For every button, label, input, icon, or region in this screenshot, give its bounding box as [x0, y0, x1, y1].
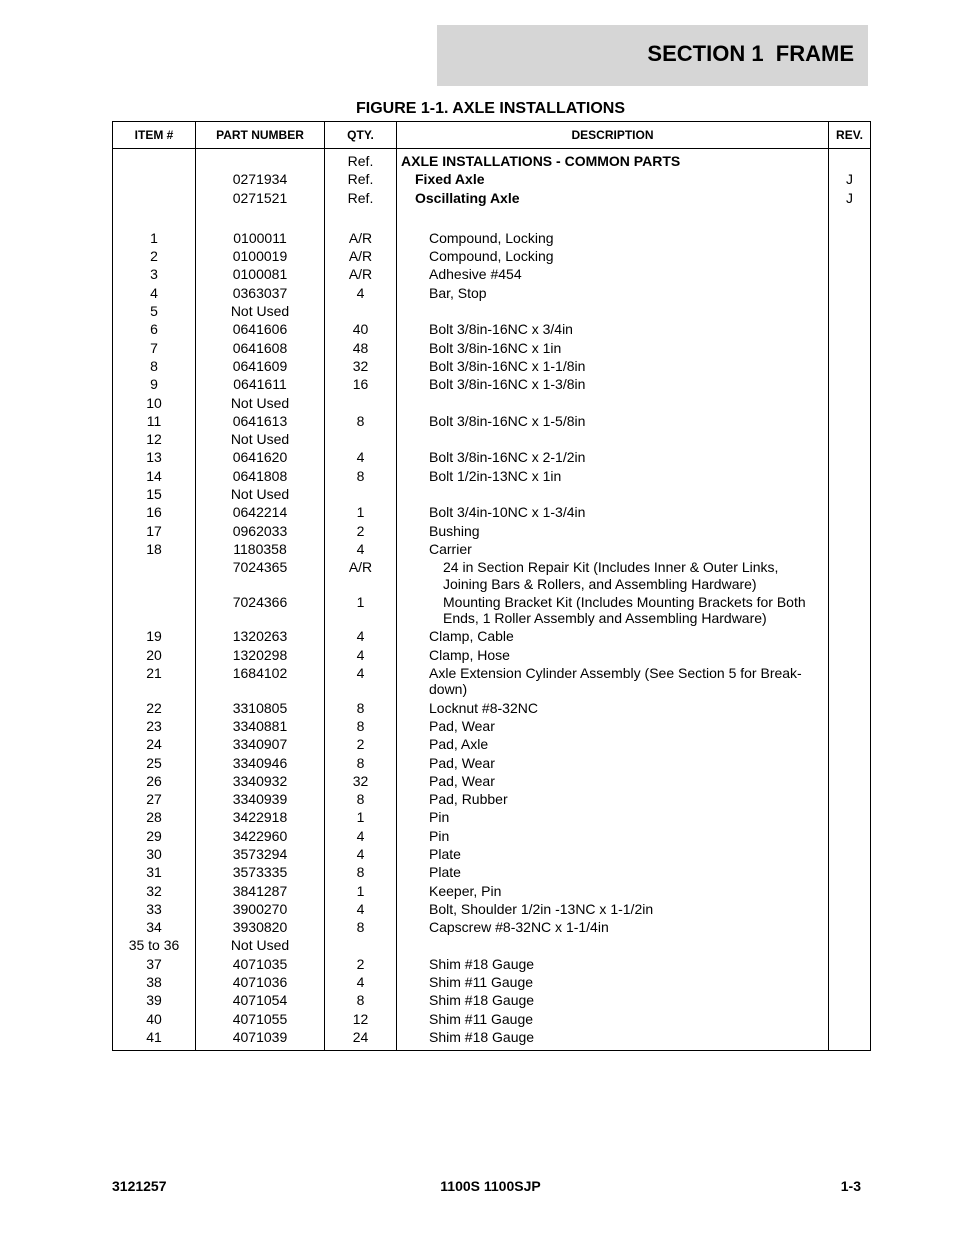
- quantity-cell: 4: [325, 845, 397, 863]
- revision-cell: [829, 627, 871, 645]
- quantity-cell: 8: [325, 991, 397, 1009]
- part-number-cell: Not Used: [196, 302, 325, 320]
- revision-cell: J: [829, 189, 871, 207]
- table-row: [113, 540, 871, 558]
- part-number-cell: 4071035: [196, 955, 325, 973]
- revision-cell: [829, 863, 871, 881]
- quantity-cell: 8: [325, 863, 397, 881]
- description-cell: Bolt 3/8in-16NC x 1-1/8in: [397, 357, 829, 375]
- revision-cell: [829, 265, 871, 283]
- quantity-cell: 4: [325, 664, 397, 699]
- revision-cell: [829, 448, 871, 466]
- quantity-cell: 1: [325, 808, 397, 826]
- table-row: [113, 467, 871, 485]
- quantity-cell: 4: [325, 627, 397, 645]
- table-spacer-row: [113, 207, 871, 229]
- part-number-cell: 4071036: [196, 973, 325, 991]
- revision-cell: [829, 558, 871, 593]
- part-number-cell: 7024366: [196, 593, 325, 628]
- description-cell: Pad, Axle: [397, 735, 829, 753]
- quantity-cell: [325, 207, 397, 229]
- part-number-cell: 0641609: [196, 357, 325, 375]
- item-number-cell: 8: [113, 357, 196, 375]
- quantity-cell: 1: [325, 882, 397, 900]
- item-number-cell: 18: [113, 540, 196, 558]
- quantity-cell: A/R: [325, 247, 397, 265]
- description-cell: Carrier: [397, 540, 829, 558]
- revision-cell: [829, 149, 871, 171]
- table-row: [113, 664, 871, 699]
- description-cell: Bushing: [397, 522, 829, 540]
- revision-cell: [829, 593, 871, 628]
- item-number-cell: 21: [113, 664, 196, 699]
- quantity-cell: 8: [325, 412, 397, 430]
- revision-cell: [829, 1028, 871, 1051]
- part-number-cell: 0271521: [196, 189, 325, 207]
- table-row: [113, 1010, 871, 1028]
- item-number-cell: [113, 593, 196, 628]
- description-cell: [397, 430, 829, 448]
- part-number-cell: Not Used: [196, 936, 325, 954]
- item-number-cell: 41: [113, 1028, 196, 1051]
- table-row: [113, 827, 871, 845]
- revision-cell: J: [829, 170, 871, 188]
- revision-cell: [829, 1010, 871, 1028]
- item-number-cell: 33: [113, 900, 196, 918]
- item-number-cell: 26: [113, 772, 196, 790]
- section-header-band: [437, 25, 868, 86]
- revision-cell: [829, 882, 871, 900]
- item-number-cell: 39: [113, 991, 196, 1009]
- part-number-cell: 3422960: [196, 827, 325, 845]
- part-number-cell: 0641620: [196, 448, 325, 466]
- figure-title: FIGURE 1-1. AXLE INSTALLATIONS: [355, 100, 626, 117]
- table-row: [113, 229, 871, 247]
- quantity-cell: [325, 936, 397, 954]
- revision-cell: [829, 302, 871, 320]
- quantity-cell: 48: [325, 339, 397, 357]
- description-cell: [397, 302, 829, 320]
- part-number-cell: 0641606: [196, 320, 325, 338]
- description-cell: Locknut #8-32NC: [397, 699, 829, 717]
- quantity-cell: 32: [325, 357, 397, 375]
- item-number-cell: 2: [113, 247, 196, 265]
- table-row: [113, 375, 871, 393]
- revision-cell: [829, 955, 871, 973]
- quantity-cell: 4: [325, 646, 397, 664]
- part-number-cell: 0100081: [196, 265, 325, 283]
- revision-cell: [829, 845, 871, 863]
- revision-cell: [829, 320, 871, 338]
- table-row: [113, 845, 871, 863]
- description-cell: Shim #18 Gauge: [397, 1028, 829, 1051]
- item-number-cell: 10: [113, 394, 196, 412]
- part-number-cell: 0641611: [196, 375, 325, 393]
- part-number-cell: 3340946: [196, 754, 325, 772]
- item-number-cell: 25: [113, 754, 196, 772]
- revision-cell: [829, 991, 871, 1009]
- revision-cell: [829, 339, 871, 357]
- table-row: [113, 646, 871, 664]
- item-number-cell: 3: [113, 265, 196, 283]
- part-number-cell: 0363037: [196, 284, 325, 302]
- item-number-cell: 5: [113, 302, 196, 320]
- quantity-cell: A/R: [325, 558, 397, 593]
- item-number-cell: 37: [113, 955, 196, 973]
- description-cell: Shim #18 Gauge: [397, 955, 829, 973]
- part-number-cell: 1320263: [196, 627, 325, 645]
- parts-table-body: [113, 149, 871, 1051]
- table-row: [113, 503, 871, 521]
- description-cell: Pad, Wear: [397, 772, 829, 790]
- description-cell: [397, 394, 829, 412]
- revision-cell: [829, 394, 871, 412]
- part-number-cell: 3573294: [196, 845, 325, 863]
- part-number-cell: [196, 149, 325, 171]
- table-row: [113, 790, 871, 808]
- table-row: [113, 189, 871, 207]
- description-cell: Pin: [397, 827, 829, 845]
- parts-table: [112, 121, 871, 1051]
- revision-cell: [829, 646, 871, 664]
- description-cell: [397, 207, 829, 229]
- item-number-cell: 28: [113, 808, 196, 826]
- table-header-row: [113, 122, 871, 149]
- revision-cell: [829, 540, 871, 558]
- quantity-cell: 8: [325, 467, 397, 485]
- table-row: [113, 754, 871, 772]
- part-number-cell: 0641608: [196, 339, 325, 357]
- table-row: [113, 430, 871, 448]
- quantity-cell: 2: [325, 522, 397, 540]
- part-number-cell: 1684102: [196, 664, 325, 699]
- part-number-cell: 0271934: [196, 170, 325, 188]
- item-number-cell: 23: [113, 717, 196, 735]
- item-number-cell: 15: [113, 485, 196, 503]
- part-number-cell: 4071054: [196, 991, 325, 1009]
- part-number-cell: Not Used: [196, 430, 325, 448]
- description-cell: Adhesive #454: [397, 265, 829, 283]
- quantity-cell: 4: [325, 900, 397, 918]
- part-number-cell: Not Used: [196, 485, 325, 503]
- revision-cell: [829, 247, 871, 265]
- part-number-cell: Not Used: [196, 394, 325, 412]
- part-number-cell: 4071055: [196, 1010, 325, 1028]
- revision-cell: [829, 284, 871, 302]
- description-cell: Plate: [397, 845, 829, 863]
- column-header-description: DESCRIPTION: [397, 122, 829, 149]
- item-number-cell: 38: [113, 973, 196, 991]
- description-cell: Bolt 3/4in-10NC x 1-3/4in: [397, 503, 829, 521]
- quantity-cell: 12: [325, 1010, 397, 1028]
- revision-cell: [829, 973, 871, 991]
- table-row: [113, 302, 871, 320]
- part-number-cell: [196, 207, 325, 229]
- description-cell: AXLE INSTALLATIONS - COMMON PARTS: [397, 149, 829, 171]
- item-number-cell: 27: [113, 790, 196, 808]
- description-cell: Capscrew #8-32NC x 1-1/4in: [397, 918, 829, 936]
- table-row: [113, 627, 871, 645]
- quantity-cell: Ref.: [325, 149, 397, 171]
- table-row: [113, 717, 871, 735]
- revision-cell: [829, 827, 871, 845]
- revision-cell: [829, 503, 871, 521]
- table-row: [113, 936, 871, 954]
- item-number-cell: 16: [113, 503, 196, 521]
- column-header-part-number: PART NUMBER: [196, 122, 325, 149]
- quantity-cell: Ref.: [325, 189, 397, 207]
- description-cell: Pad, Wear: [397, 754, 829, 772]
- quantity-cell: 8: [325, 717, 397, 735]
- item-number-cell: 30: [113, 845, 196, 863]
- quantity-cell: 2: [325, 955, 397, 973]
- table-row: [113, 808, 871, 826]
- table-row: [113, 485, 871, 503]
- part-number-cell: 1180358: [196, 540, 325, 558]
- description-cell: Pin: [397, 808, 829, 826]
- quantity-cell: 8: [325, 754, 397, 772]
- table-row: [113, 320, 871, 338]
- item-number-cell: 24: [113, 735, 196, 753]
- table-row: [113, 448, 871, 466]
- table-row: [113, 247, 871, 265]
- part-number-cell: 0100011: [196, 229, 325, 247]
- item-number-cell: [113, 149, 196, 171]
- description-cell: Bolt, Shoulder 1/2in -13NC x 1-1/2in: [397, 900, 829, 918]
- part-number-cell: 3930820: [196, 918, 325, 936]
- table-row: [113, 593, 871, 628]
- revision-cell: [829, 808, 871, 826]
- description-cell: Bolt 3/8in-16NC x 3/4in: [397, 320, 829, 338]
- item-number-cell: 20: [113, 646, 196, 664]
- table-row: [113, 991, 871, 1009]
- table-row: [113, 772, 871, 790]
- description-cell: Clamp, Hose: [397, 646, 829, 664]
- table-row: [113, 699, 871, 717]
- item-number-cell: 34: [113, 918, 196, 936]
- description-cell: Bolt 3/8in-16NC x 1-3/8in: [397, 375, 829, 393]
- item-number-cell: 19: [113, 627, 196, 645]
- column-header-rev: REV.: [829, 122, 871, 149]
- quantity-cell: 4: [325, 827, 397, 845]
- table-row: [113, 265, 871, 283]
- table-row: [113, 973, 871, 991]
- table-row: [113, 357, 871, 375]
- item-number-cell: 31: [113, 863, 196, 881]
- part-number-cell: 3310805: [196, 699, 325, 717]
- item-number-cell: 17: [113, 522, 196, 540]
- revision-cell: [829, 522, 871, 540]
- item-number-cell: [113, 170, 196, 188]
- quantity-cell: 4: [325, 284, 397, 302]
- description-cell: Bar, Stop: [397, 284, 829, 302]
- revision-cell: [829, 485, 871, 503]
- description-cell: Pad, Rubber: [397, 790, 829, 808]
- item-number-cell: 40: [113, 1010, 196, 1028]
- quantity-cell: Ref.: [325, 170, 397, 188]
- revision-cell: [829, 754, 871, 772]
- description-cell: Pad, Wear: [397, 717, 829, 735]
- revision-cell: [829, 918, 871, 936]
- revision-cell: [829, 207, 871, 229]
- description-cell: Bolt 3/8in-16NC x 1in: [397, 339, 829, 357]
- description-cell: Fixed Axle: [397, 170, 829, 188]
- revision-cell: [829, 772, 871, 790]
- column-header-qty: QTY.: [325, 122, 397, 149]
- part-number-cell: 1320298: [196, 646, 325, 664]
- footer-model: 1100S 1100SJP: [440, 1178, 541, 1194]
- quantity-cell: 4: [325, 540, 397, 558]
- revision-cell: [829, 735, 871, 753]
- footer-doc-number: 3121257: [112, 1178, 167, 1194]
- table-row: [113, 558, 871, 593]
- table-row: [113, 170, 871, 188]
- table-row: [113, 522, 871, 540]
- item-number-cell: 6: [113, 320, 196, 338]
- part-number-cell: 0641613: [196, 412, 325, 430]
- part-number-cell: 3841287: [196, 882, 325, 900]
- part-number-cell: 0100019: [196, 247, 325, 265]
- part-number-cell: 3340881: [196, 717, 325, 735]
- item-number-cell: 32: [113, 882, 196, 900]
- table-row: [113, 955, 871, 973]
- quantity-cell: 8: [325, 790, 397, 808]
- quantity-cell: [325, 485, 397, 503]
- description-cell: Shim #11 Gauge: [397, 1010, 829, 1028]
- table-row: [113, 339, 871, 357]
- item-number-cell: 29: [113, 827, 196, 845]
- table-row: [113, 412, 871, 430]
- description-cell: Axle Extension Cylinder Assembly (See Section 5 for Break-down): [397, 664, 829, 699]
- quantity-cell: 8: [325, 699, 397, 717]
- quantity-cell: [325, 430, 397, 448]
- description-cell: Bolt 3/8in-16NC x 1-5/8in: [397, 412, 829, 430]
- part-number-cell: 3900270: [196, 900, 325, 918]
- revision-cell: [829, 664, 871, 699]
- item-number-cell: 35 to 36: [113, 936, 196, 954]
- revision-cell: [829, 229, 871, 247]
- revision-cell: [829, 357, 871, 375]
- item-number-cell: 22: [113, 699, 196, 717]
- revision-cell: [829, 412, 871, 430]
- revision-cell: [829, 790, 871, 808]
- quantity-cell: 1: [325, 503, 397, 521]
- quantity-cell: 1: [325, 593, 397, 628]
- table-row: [113, 149, 871, 171]
- description-cell: Bolt 3/8in-16NC x 2-1/2in: [397, 448, 829, 466]
- item-number-cell: 13: [113, 448, 196, 466]
- revision-cell: [829, 900, 871, 918]
- table-row: [113, 1028, 871, 1051]
- description-cell: Bolt 1/2in-13NC x 1in: [397, 467, 829, 485]
- part-number-cell: 3340932: [196, 772, 325, 790]
- part-number-cell: 3573335: [196, 863, 325, 881]
- quantity-cell: A/R: [325, 265, 397, 283]
- part-number-cell: 7024365: [196, 558, 325, 593]
- item-number-cell: 4: [113, 284, 196, 302]
- item-number-cell: [113, 558, 196, 593]
- item-number-cell: [113, 207, 196, 229]
- part-number-cell: 0962033: [196, 522, 325, 540]
- quantity-cell: 4: [325, 973, 397, 991]
- table-row: [113, 918, 871, 936]
- description-cell: 24 in Section Repair Kit (Includes Inner & Outer Links, Joining Bars & Rollers, and Assembling Hardware): [397, 558, 829, 593]
- description-cell: Plate: [397, 863, 829, 881]
- quantity-cell: 16: [325, 375, 397, 393]
- revision-cell: [829, 699, 871, 717]
- table-row: [113, 394, 871, 412]
- item-number-cell: 9: [113, 375, 196, 393]
- part-number-cell: 3340907: [196, 735, 325, 753]
- item-number-cell: 12: [113, 430, 196, 448]
- quantity-cell: 2: [325, 735, 397, 753]
- description-cell: [397, 485, 829, 503]
- description-cell: Clamp, Cable: [397, 627, 829, 645]
- quantity-cell: 4: [325, 448, 397, 466]
- description-cell: Mounting Bracket Kit (Includes Mounting Brackets for Both Ends, 1 Roller Assembly and Assembling Hardware): [397, 593, 829, 628]
- footer-page-number: 1-3: [840, 1178, 861, 1194]
- item-number-cell: 1: [113, 229, 196, 247]
- description-cell: Shim #11 Gauge: [397, 973, 829, 991]
- quantity-cell: 24: [325, 1028, 397, 1051]
- revision-cell: [829, 717, 871, 735]
- table-row: [113, 882, 871, 900]
- quantity-cell: [325, 302, 397, 320]
- quantity-cell: 8: [325, 918, 397, 936]
- description-cell: Keeper, Pin: [397, 882, 829, 900]
- revision-cell: [829, 430, 871, 448]
- item-number-cell: [113, 189, 196, 207]
- column-header-item: ITEM #: [113, 122, 196, 149]
- item-number-cell: 14: [113, 467, 196, 485]
- table-row: [113, 735, 871, 753]
- part-number-cell: 0641808: [196, 467, 325, 485]
- quantity-cell: 40: [325, 320, 397, 338]
- part-number-cell: 3340939: [196, 790, 325, 808]
- description-cell: Shim #18 Gauge: [397, 991, 829, 1009]
- description-cell: Compound, Locking: [397, 247, 829, 265]
- part-number-cell: 3422918: [196, 808, 325, 826]
- revision-cell: [829, 936, 871, 954]
- part-number-cell: 4071039: [196, 1028, 325, 1051]
- table-row: [113, 863, 871, 881]
- item-number-cell: 7: [113, 339, 196, 357]
- description-cell: Compound, Locking: [397, 229, 829, 247]
- revision-cell: [829, 467, 871, 485]
- section-title: SECTION 1 FRAME: [647, 41, 854, 66]
- table-row: [113, 284, 871, 302]
- revision-cell: [829, 375, 871, 393]
- part-number-cell: 0642214: [196, 503, 325, 521]
- item-number-cell: 11: [113, 412, 196, 430]
- quantity-cell: 32: [325, 772, 397, 790]
- quantity-cell: A/R: [325, 229, 397, 247]
- quantity-cell: [325, 394, 397, 412]
- description-cell: [397, 936, 829, 954]
- description-cell: Oscillating Axle: [397, 189, 829, 207]
- table-row: [113, 900, 871, 918]
